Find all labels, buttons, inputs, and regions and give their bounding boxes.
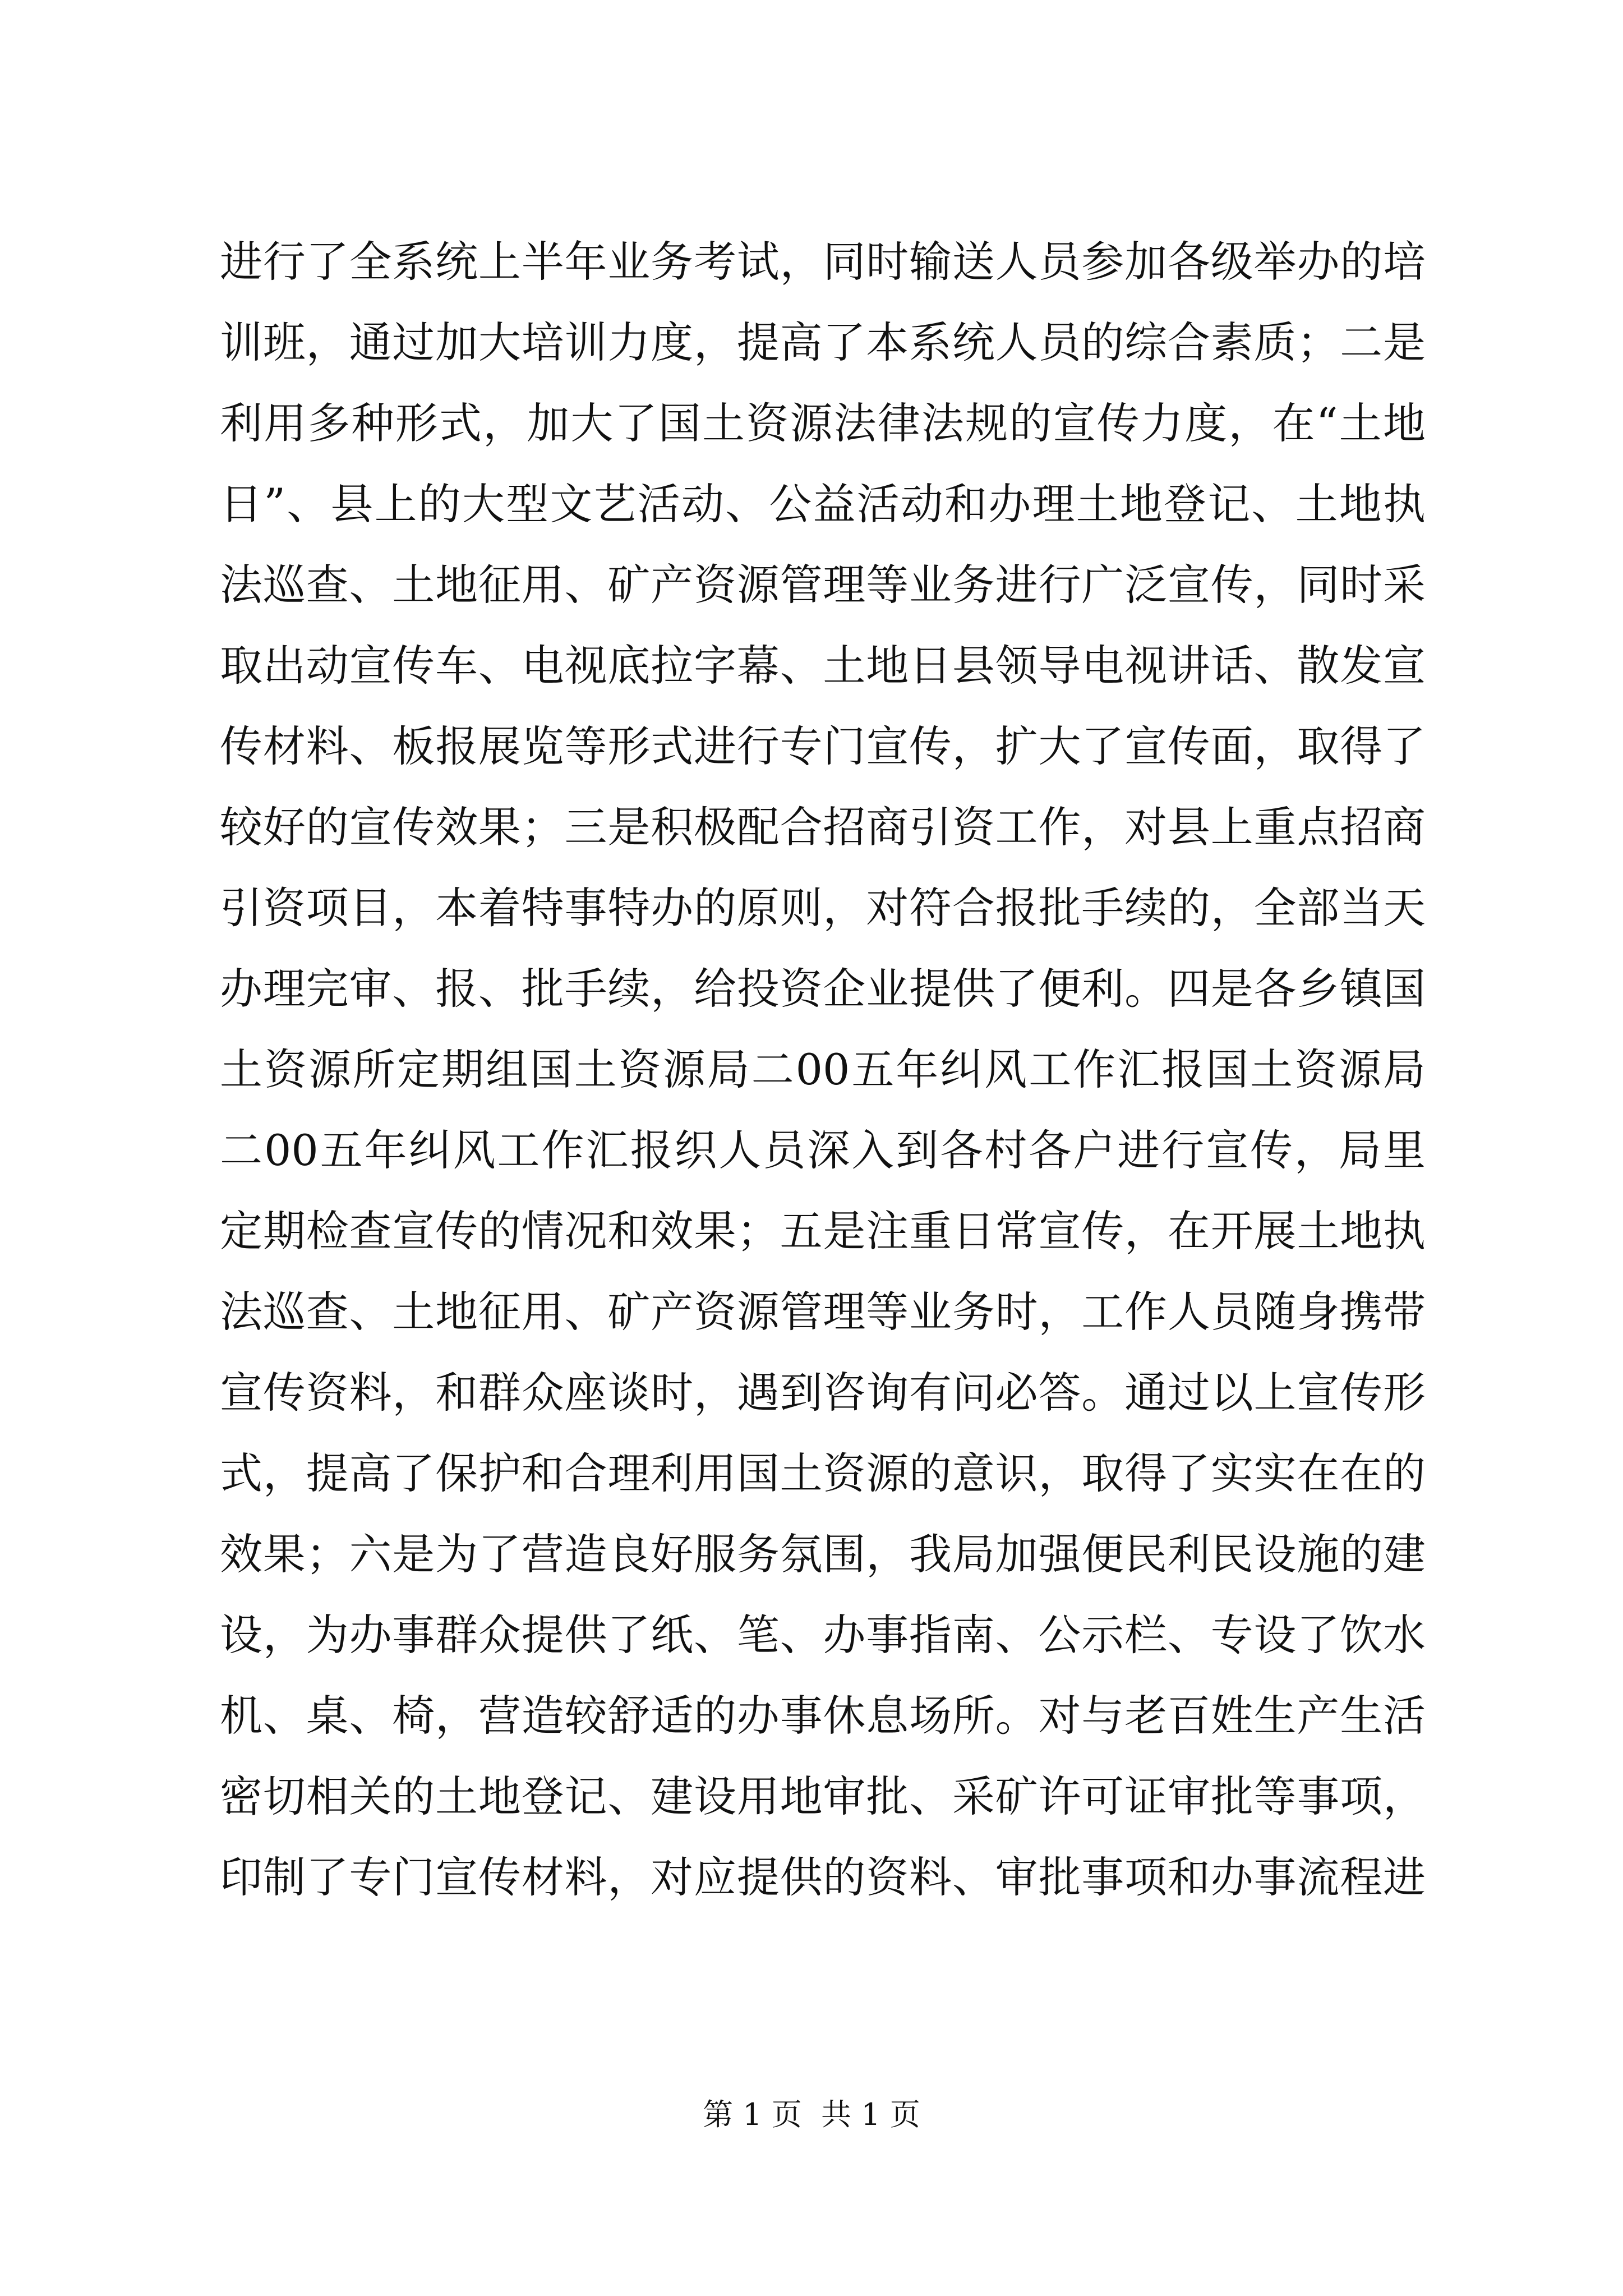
text-line: 引资项目，本着特事特办的原则，对符合报批手续的，全部当天 bbox=[220, 883, 1426, 933]
text-line: 密切相关的土地登记、建设用地审批、采矿许可证审批等事项， bbox=[220, 1772, 1426, 1821]
body-text bbox=[220, 222, 1426, 1918]
text-line: 取出动宣传车、电视底拉字幕、土地日县领导电视讲话、散发宣 bbox=[220, 641, 1426, 691]
text-line: 机、桌、椅，营造较舒适的办事休息场所。对与老百姓生产生活 bbox=[220, 1691, 1426, 1741]
text-line: 训班，通过加大培训力度，提高了本系统人员的综合素质；二是 bbox=[220, 318, 1426, 367]
text-line: 利用多种形式，加大了国土资源法律法规的宣传力度，在“土地 bbox=[220, 398, 1426, 448]
text-line: 式，提高了保护和合理利用国土资源的意识，取得了实实在在的 bbox=[220, 1448, 1426, 1498]
text-line: 法巡查、土地征用、矿产资源管理等业务时，工作人员随身携带 bbox=[220, 1287, 1426, 1337]
text-line: 宣传资料，和群众座谈时，遇到咨询有问必答。通过以上宣传形 bbox=[220, 1368, 1426, 1418]
text-line: 进行了全系统上半年业务考试，同时输送人员参加各级举办的培 bbox=[220, 237, 1426, 287]
page-footer: 第 1 页 共 1 页 bbox=[703, 2097, 920, 2132]
text-line: 法巡查、土地征用、矿产资源管理等业务进行广泛宣传，同时采 bbox=[220, 560, 1426, 610]
text-line: 定期检查宣传的情况和效果；五是注重日常宣传，在开展土地执 bbox=[220, 1206, 1426, 1256]
text-line: 办理完审、报、批手续，给投资企业提供了便利。四是各乡镇国 bbox=[220, 964, 1426, 1014]
text-line: 传材料、板报展览等形式进行专门宣传，扩大了宣传面，取得了 bbox=[220, 721, 1426, 771]
text-line: 印制了专门宣传材料，对应提供的资料、审批事项和办事流程进 bbox=[220, 1852, 1426, 1902]
text-line: 设，为办事群众提供了纸、笔、办事指南、公示栏、专设了饮水 bbox=[220, 1610, 1426, 1660]
text-line: 二00五年纠风工作汇报织人员深入到各村各户进行宣传，局里 bbox=[220, 1125, 1426, 1175]
text-line: 土资源所定期组国土资源局二00五年纠风工作汇报国土资源局 bbox=[220, 1045, 1426, 1094]
text-line: 效果；六是为了营造良好服务氛围，我局加强便民利民设施的建 bbox=[220, 1529, 1426, 1579]
text-line: 较好的宣传效果；三是积极配合招商引资工作，对县上重点招商 bbox=[220, 802, 1426, 852]
text-line: 日”、县上的大型文艺活动、公益活动和办理土地登记、土地执 bbox=[220, 479, 1426, 529]
